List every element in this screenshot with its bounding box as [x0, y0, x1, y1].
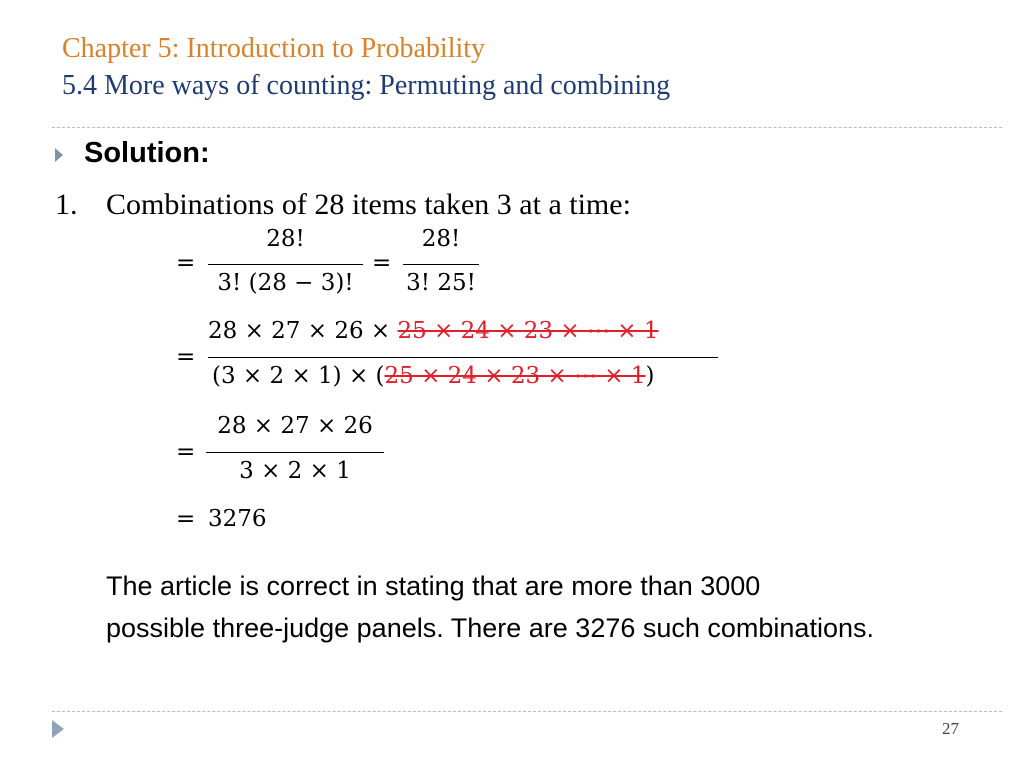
equals-sign: = [372, 250, 392, 276]
item-text: Combinations of 28 items taken 3 at a time: [106, 188, 631, 221]
equals-sign: = [176, 344, 196, 370]
triangle-right-icon [52, 720, 64, 738]
denominator-kept-terms: (3 × 2 × 1) × ( [212, 363, 385, 389]
fraction-denominator: 3! (28 − 3)! [217, 270, 354, 296]
fraction-numerator [208, 318, 659, 344]
denominator-cancelled-terms: 25 × 24 × 23 × ⋯ × 1 [384, 363, 646, 389]
solution-heading: Solution: [84, 137, 210, 169]
bullet-triangle-icon [55, 148, 63, 162]
header-divider [52, 127, 1002, 128]
result-value: 3276 [208, 506, 267, 532]
item-number: 1. [55, 188, 78, 221]
equals-sign: = [176, 250, 196, 276]
section-title: 5.4 More ways of counting: Permuting and combining [62, 70, 671, 101]
fraction-numerator: 28! [421, 226, 461, 252]
fraction-numerator: 28! [266, 226, 305, 252]
fraction-bar [206, 452, 384, 453]
page-number: 27 [942, 719, 959, 738]
equals-sign: = [176, 506, 196, 532]
numerator-kept-terms: 28 × 27 × 26 × [208, 318, 398, 344]
fraction-denominator: 3! 25! [406, 270, 476, 296]
fraction-bar [208, 357, 718, 358]
equals-sign: = [176, 439, 196, 465]
conclusion-line: possible three-judge panels. There are 3276 such combinations. [106, 613, 874, 643]
numerator-cancelled-terms: 25 × 24 × 23 × ⋯ × 1 [397, 318, 659, 344]
fraction-numerator: 28 × 27 × 26 [217, 413, 373, 439]
fraction-bar [403, 264, 479, 265]
fraction-bar [208, 264, 363, 265]
conclusion-paragraph [106, 565, 1006, 649]
conclusion-line: The article is correct in stating that are more than 3000 [106, 571, 761, 601]
chapter-title: Chapter 5: Introduction to Probability [62, 33, 486, 64]
fraction-denominator [212, 363, 655, 389]
fraction-denominator: 3 × 2 × 1 [239, 458, 351, 484]
footer-divider [52, 711, 1002, 712]
closing-paren: ) [645, 363, 655, 389]
